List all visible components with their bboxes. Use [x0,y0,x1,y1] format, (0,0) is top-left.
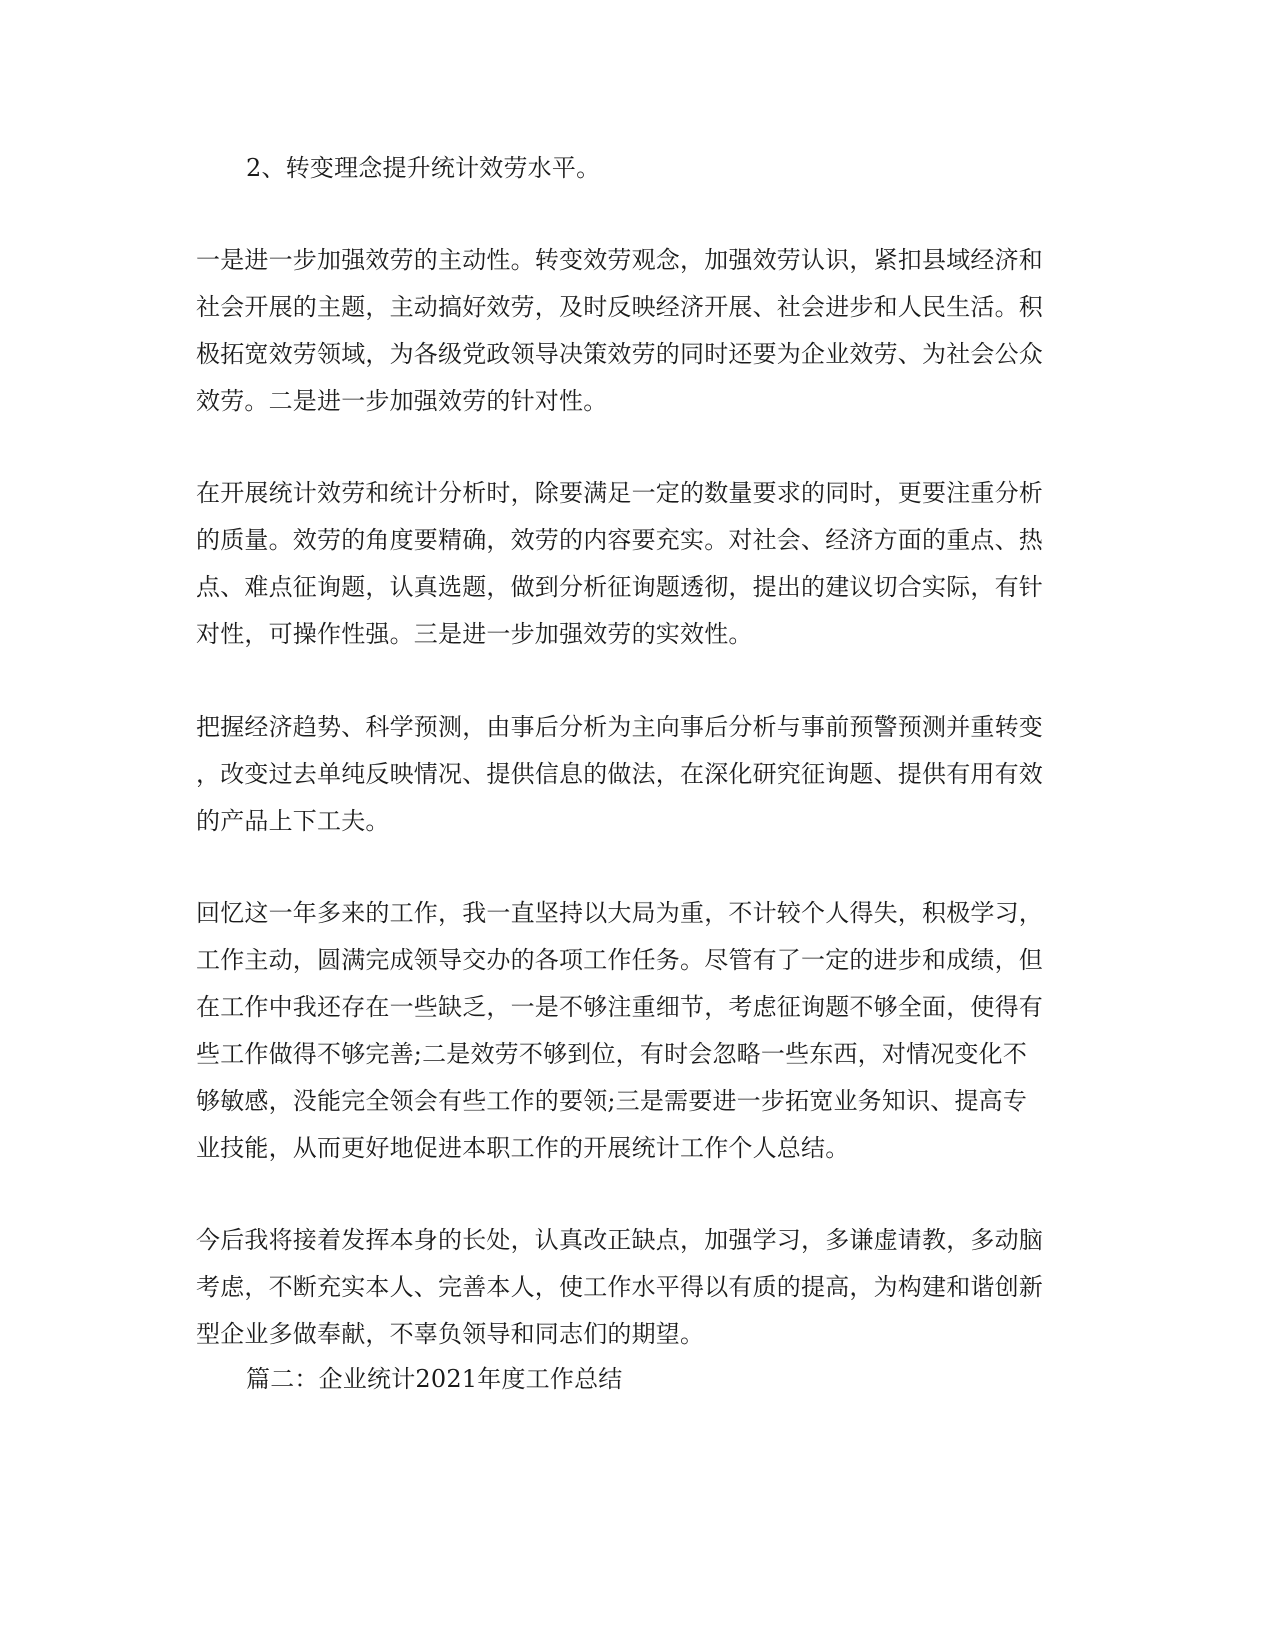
paragraph-line: 把握经济趋势、科学预测，由事后分析为主向事后分析与事前预警预测并重转变 [196,713,1043,741]
paragraph-line: 工作主动，圆满完成领导交办的各项工作任务。尽管有了一定的进步和成绩，但 [196,946,1043,974]
paragraph-line: 些工作做得不够完善;二是效劳不够到位，有时会忽略一些东西，对情况变化不 [196,1040,1028,1068]
paragraph-line: 对性，可操作性强。三是进一步加强效劳的实效性。 [196,620,753,648]
next-article-title: 篇二：企业统计2021年度工作总结 [246,1365,623,1393]
paragraph-line: 今后我将接着发挥本身的长处，认真改正缺点，加强学习，多谦虚请教，多动脑 [196,1226,1043,1254]
paragraph-line: 效劳。二是进一步加强效劳的针对性。 [196,387,608,415]
paragraph-line: 在开展统计效劳和统计分析时，除要满足一定的数量要求的同时，更要注重分析 [196,479,1043,507]
paragraph-line: 社会开展的主题，主动搞好效劳，及时反映经济开展、社会进步和人民生活。积 [196,293,1043,321]
paragraph-line: 够敏感，没能完全领会有些工作的要领;三是需要进一步拓宽业务知识、提高专 [196,1087,1028,1115]
paragraph-line: ，改变过去单纯反映情况、提供信息的做法，在深化研究征询题、提供有用有效 [196,760,1043,788]
paragraph-line: 的产品上下工夫。 [196,807,390,835]
paragraph-line: 回忆这一年多来的工作，我一直坚持以大局为重，不计较个人得失，积极学习， [196,899,1043,927]
section-heading: 2、转变理念提升统计效劳水平。 [246,154,601,182]
paragraph-line: 型企业多做奉献，不辜负领导和同志们的期望。 [196,1320,705,1348]
paragraph-line: 的质量。效劳的角度要精确，效劳的内容要充实。对社会、经济方面的重点、热 [196,526,1043,554]
paragraph-line: 考虑，不断充实本人、完善本人，使工作水平得以有质的提高，为构建和谐创新 [196,1273,1043,1301]
paragraph-line: 点、难点征询题，认真选题，做到分析征询题透彻，提出的建议切合实际，有针 [196,573,1043,601]
paragraph-line: 业技能，从而更好地促进本职工作的开展统计工作个人总结。 [196,1134,850,1162]
paragraph-line: 一是进一步加强效劳的主动性。转变效劳观念，加强效劳认识，紧扣县域经济和 [196,246,1043,274]
paragraph-line: 极拓宽效劳领域，为各级党政领导决策效劳的同时还要为企业效劳、为社会公众 [196,340,1043,368]
paragraph-line: 在工作中我还存在一些缺乏，一是不够注重细节，考虑征询题不够全面，使得有 [196,993,1043,1021]
